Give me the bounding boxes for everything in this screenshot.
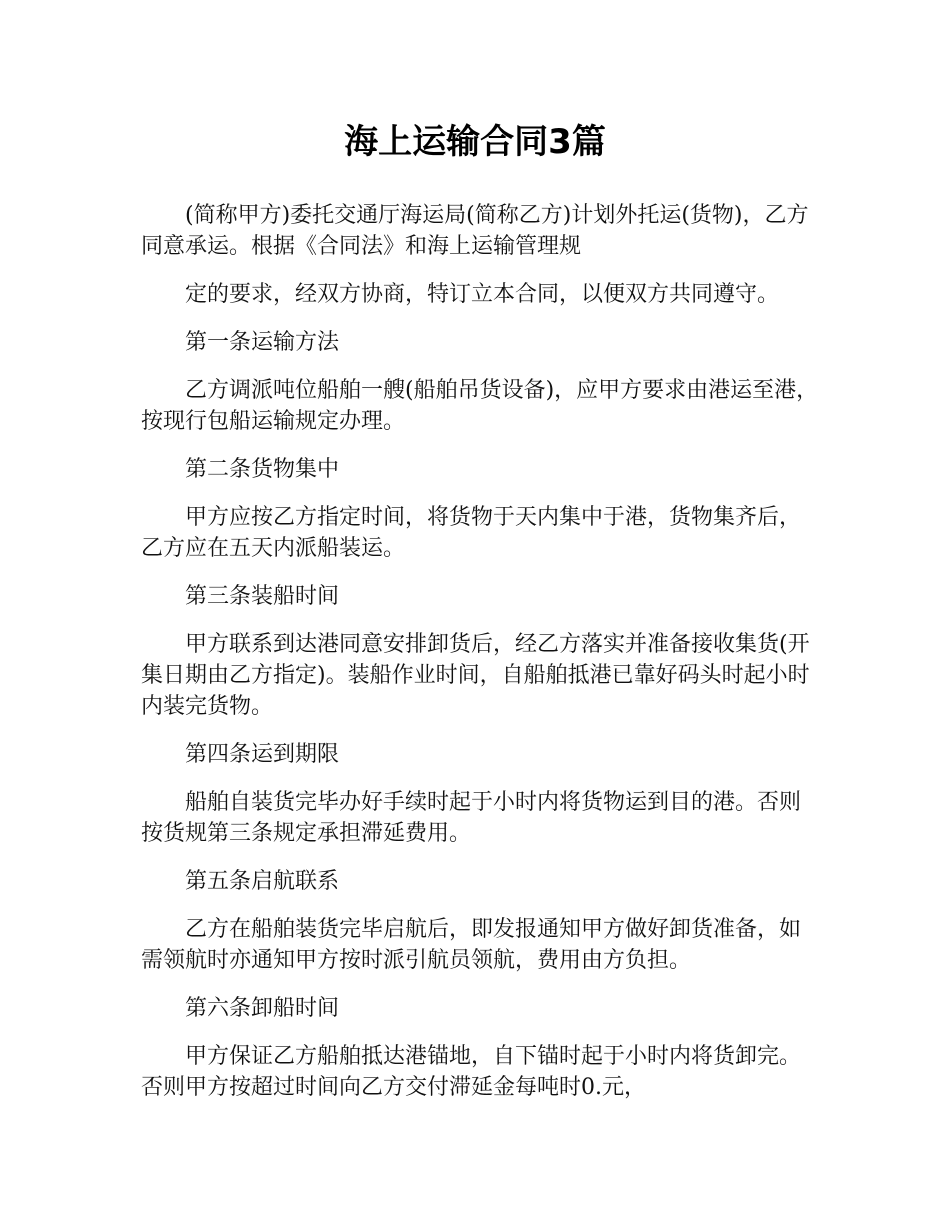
article-heading: 第二条货物集中 [185,457,340,482]
paragraph: 乙方调派吨位船舶一艘(船舶吊货设备)，应甲方要求由港运至港，按现行包船运输规定办理。 [141,378,819,434]
paragraph: 甲方应按乙方指定时间，将货物于天内集中于港，货物集齐后，乙方应在五天内派船装运。 [141,505,802,561]
paragraph: 定的要求，经双方协商，特订立本合同，以便双方共同遵守。 [185,282,780,307]
article-heading: 第三条装船时间 [185,584,340,609]
article-heading: 第六条卸船时间 [185,996,340,1021]
article-heading: 第一条运输方法 [185,330,340,355]
document-body [141,200,821,1120]
paragraph: 乙方在船舶装货完毕启航后，即发报通知甲方做好卸货准备，如需领航时亦通知甲方按时派引航员领航，费用由方负担。 [141,917,802,973]
article-heading: 第四条运到期限 [185,742,340,767]
paragraph: 甲方联系到达港同意安排卸货后，经乙方落实并准备接收集货(开集日期由乙方指定)。装船作业时间，自船舶抵港已靠好码头时起小时内装完货物。 [141,632,810,719]
paragraph: 甲方保证乙方船舶抵达港锚地，自下锚时起于小时内将货卸完。否则甲方按超过时间向乙方交付滞延金每吨时0.元， [141,1044,802,1100]
paragraph: (简称甲方)委托交通厅海运局(简称乙方)计划外托运(货物)，乙方同意承运。根据《合同法》和海上运输管理规 [141,203,809,259]
article-heading: 第五条启航联系 [185,869,340,894]
document-title: 海上运输合同3篇 [344,122,606,162]
paragraph: 船舶自装货完毕办好手续时起于小时内将货物运到目的港。否则按货规第三条规定承担滞延费用。 [141,790,802,846]
